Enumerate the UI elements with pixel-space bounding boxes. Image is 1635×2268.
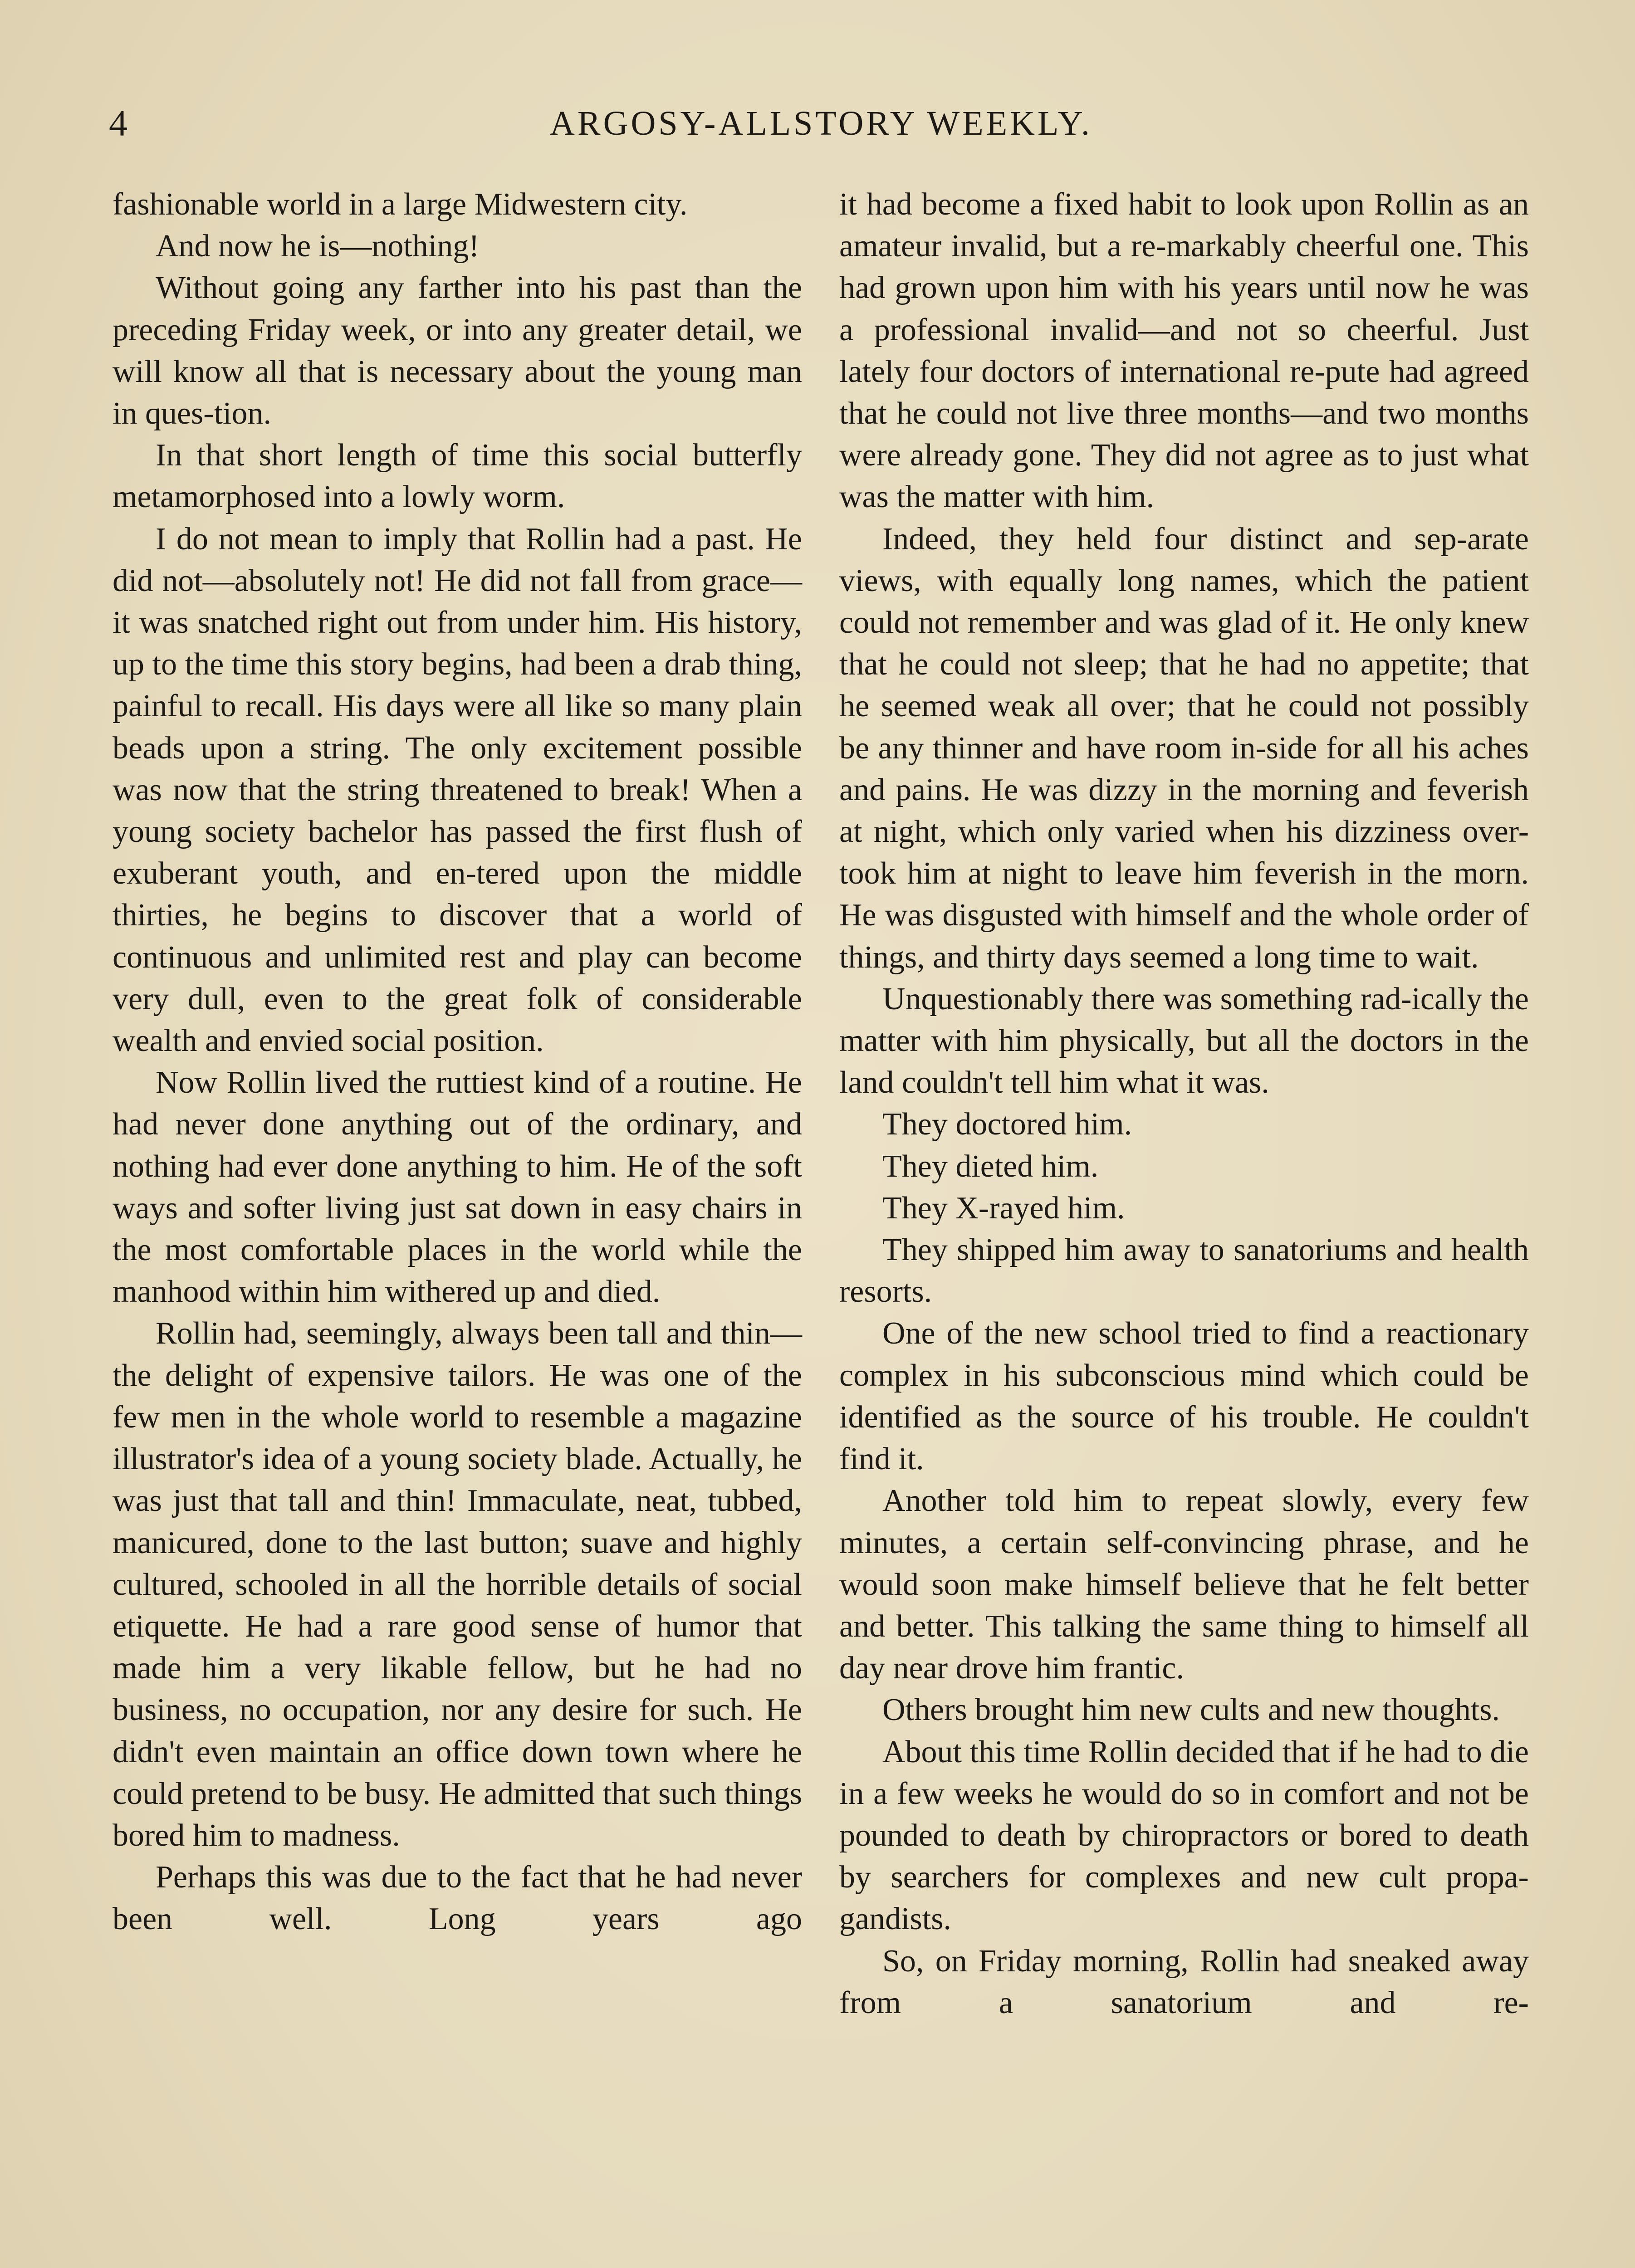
paragraph: fashionable world in a large Midwestern city.: [113, 187, 688, 222]
paragraph: And now he is—nothing!: [156, 229, 480, 264]
paragraph: In that short length of time this social butterfly metamorphosed into a lowly worm.: [113, 438, 802, 515]
paragraph: Without going any farther into his past than the preceding Friday week, or into any greater detail, we will know all that is necessary about the young man in ques-tion.: [113, 270, 802, 431]
paragraph: They X-rayed him.: [882, 1190, 1125, 1226]
paragraph: Perhaps this was due to the fact that he had never been well. Long years ago: [113, 1860, 802, 1937]
paragraph: About this time Rollin decided that if he had to die in a few weeks he would do so in comfort and not be pounded to death by chiropractors or bored to death by searchers for complexes and new cult propa-gandists.: [839, 1734, 1529, 1937]
paragraph: So, on Friday morning, Rollin had sneaked away from a sanatorium and re-: [839, 1943, 1529, 2020]
paragraph: Now Rollin lived the ruttiest kind of a routine. He had never done anything out of the ordinary, and nothing had ever done anything to him. He of the soft ways and softer living just sat down in easy chairs in the most comfortable places in the world while the manhood within him withered up and died.: [113, 1065, 802, 1310]
running-head: ARGOSY-ALLSTORY WEEKLY.: [550, 104, 1092, 142]
page-header: [109, 101, 1533, 151]
paragraph: Others brought him new cults and new thoughts.: [882, 1692, 1500, 1728]
paragraph: They doctored him.: [882, 1107, 1132, 1142]
page-number: 4: [109, 103, 127, 144]
paragraph: Another told him to repeat slowly, every few minutes, a certain self-convincing phrase, and he would soon make himself believe that he felt better and better. This talking the same thing to himself all day near drove him frantic.: [839, 1483, 1529, 1686]
paragraph: They shipped him away to sanatoriums and health resorts.: [839, 1232, 1529, 1310]
paragraph: it had become a fixed habit to look upon Rollin as an amateur invalid, but a re-markably cheerful one. This had grown upon him with his years until now he was a professional invalid—and not so cheerful. Just lately four doctors of international re-pute had agreed that he could not live three months—and two months were already gone. They did not agree as to just what was the matter with him.: [839, 187, 1529, 515]
paragraph: Unquestionably there was something rad-ically the matter with him physically, but all the doctors in the land couldn't tell him what it was.: [839, 981, 1529, 1100]
paragraph: Rollin had, seemingly, always been tall and thin—the delight of expensive tailors. He was one of the few men in the whole world to resemble a magazine illustrator's idea of a young society blade. Actually, he was just that tall and thin! Immaculate, neat, tubbed, manicured, done to the last button; suave and highly cultured, schooled in all the horrible details of social etiquette. He had a rare good sense of humor that made him a very likable fellow, but he had no business, no occupation, nor any desire for such. He didn't even maintain an office down town where he could pretend to be busy. He admitted that such things bored him to madness.: [113, 1316, 802, 1853]
right-column: [839, 184, 1529, 2024]
paragraph: Indeed, they held four distinct and sep-arate views, with equally long names, which the patient could not remember and was glad of it. He only knew that he could not sleep; that he had no appetite; that he seemed weak all over; that he could not possibly be any thinner and have room in-side for all his aches and pains. He was dizzy in the morning and feverish at night, which only varied when his dizziness over-took him at night to leave him feverish in the morn. He was disgusted with himself and the whole order of things, and thirty days seemed a long time to wait.: [839, 521, 1529, 975]
paragraph: I do not mean to imply that Rollin had a past. He did not—absolutely not! He did not fall from grace—it was snatched right out from under him. His history, up to the time this story begins, had been a drab thing, painful to recall. His days were all like so many plain beads upon a string. The only excitement possible was now that the string threatened to break! When a young society bachelor has passed the first flush of exuberant youth, and en-tered upon the middle thirties, he begins to discover that a world of continuous and unlimited rest and play can become very dull, even to the great folk of considerable wealth and envied social position.: [113, 521, 802, 1059]
left-column: [113, 184, 802, 1941]
paragraph: They dieted him.: [882, 1149, 1099, 1184]
paragraph: One of the new school tried to find a reactionary complex in his subconscious mind which could be identified as the source of his trouble. He couldn't find it.: [839, 1316, 1529, 1477]
